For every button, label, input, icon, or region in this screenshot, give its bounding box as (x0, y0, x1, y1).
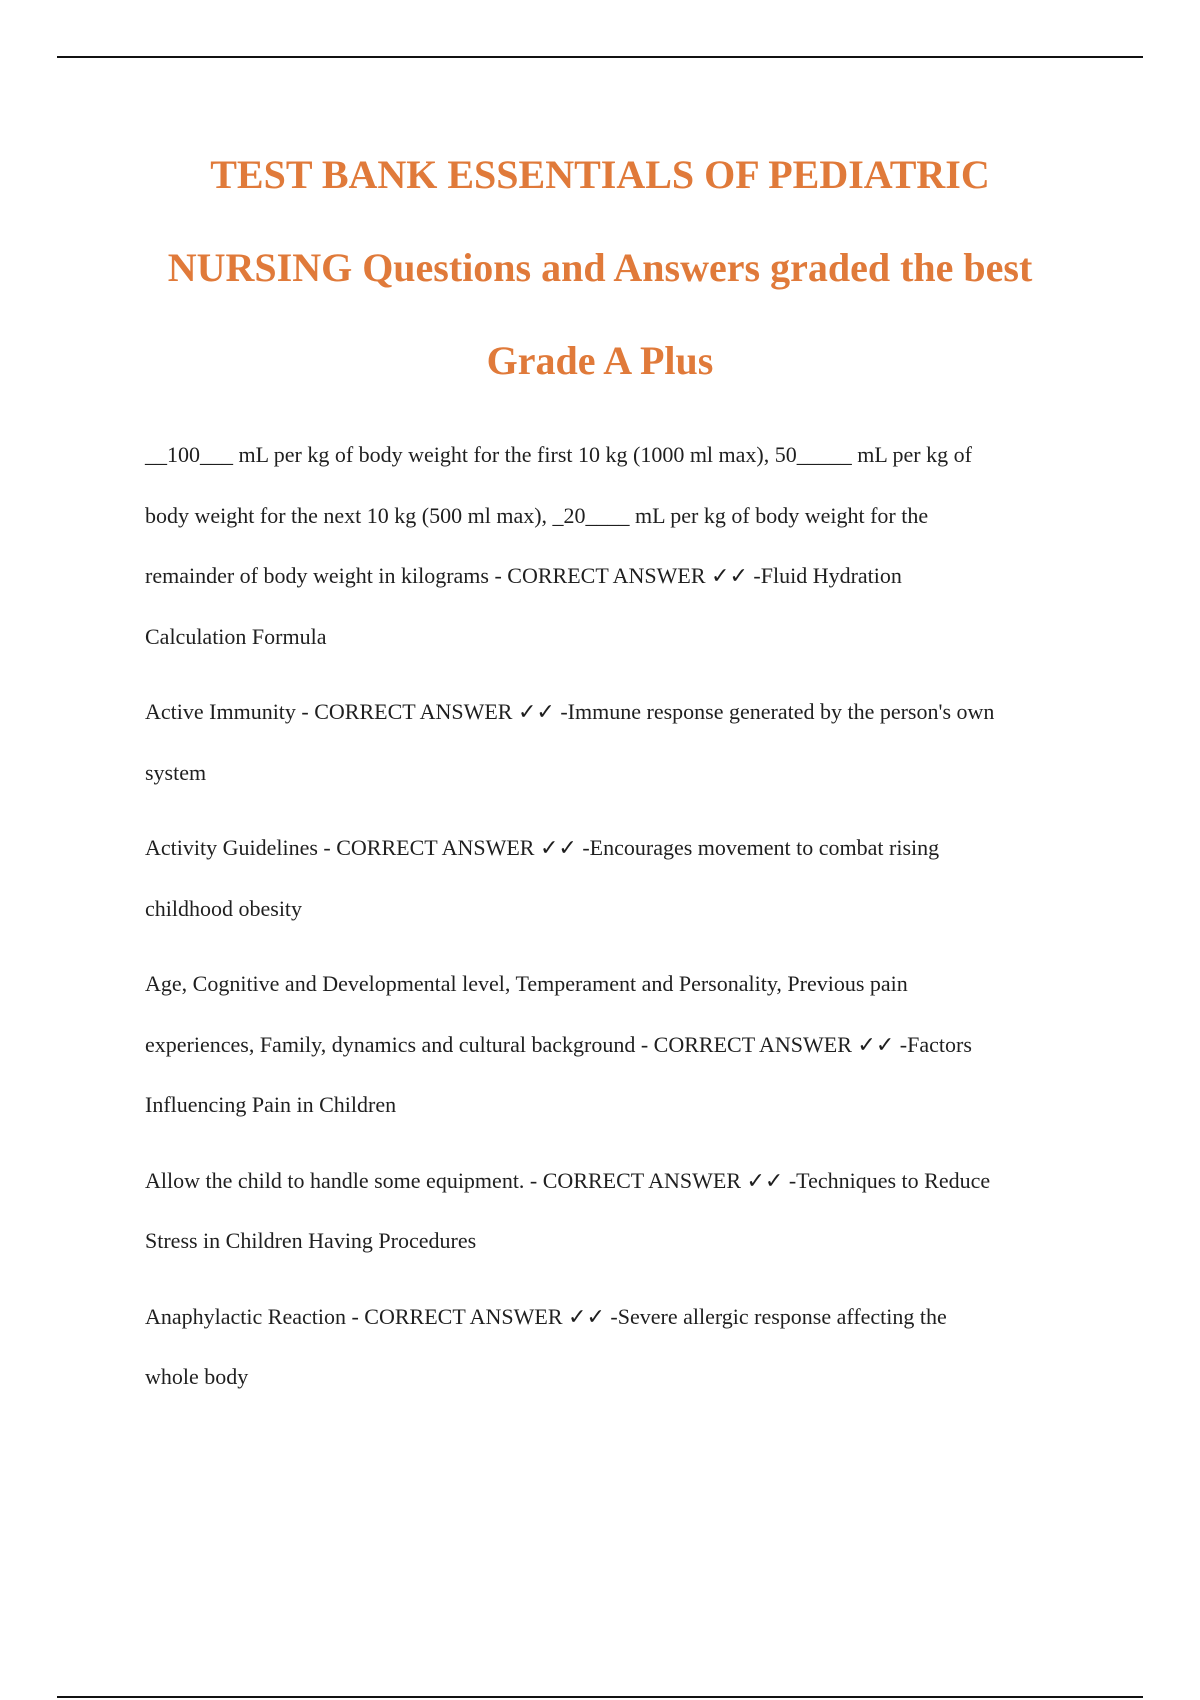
entry-line: Influencing Pain in Children (145, 1092, 397, 1117)
qa-entries (145, 425, 1085, 1423)
qa-entry-anaphylactic-reaction (145, 1287, 1085, 1408)
entry-line: experiences, Family, dynamics and cultural background - CORRECT ANSWER ✓✓ -Factors (145, 1031, 972, 1057)
entry-line: childhood obesity (145, 895, 303, 921)
qa-entry-activity-guidelines (145, 818, 1085, 939)
entry-line: Allow the child to handle some equipment. - CORRECT ANSWER ✓✓ -Techniques to Reduce (145, 1167, 991, 1193)
qa-entry-pain-factors (145, 954, 1085, 1136)
document-title (100, 128, 1100, 407)
entry-line: Anaphylactic Reaction - CORRECT ANSWER ✓✓ -Severe allergic response affecting the (145, 1303, 947, 1329)
title-line-3: Grade A Plus (486, 338, 714, 383)
entry-line: __100___ mL per kg of body weight for the first 10 kg (1000 ml max), 50_____ mL per kg of (145, 442, 972, 467)
entry-line: Age, Cognitive and Developmental level, Temperament and Personality, Previous pain (145, 971, 908, 996)
entry-line: body weight for the next 10 kg (500 ml max), _20____ mL per kg of body weight for the (145, 502, 929, 528)
title-line-1: TEST BANK ESSENTIALS OF PEDIATRIC (210, 152, 990, 197)
entry-line: whole body (145, 1364, 249, 1389)
qa-entry-reduce-stress (145, 1151, 1085, 1272)
entry-line: remainder of body weight in kilograms - CORRECT ANSWER ✓✓ -Fluid Hydration (145, 563, 902, 588)
qa-entry-fluid-hydration (145, 425, 1085, 667)
bottom-rule (57, 1696, 1143, 1698)
entry-line: Calculation Formula (145, 623, 327, 649)
entry-line: Stress in Children Having Procedures (145, 1228, 477, 1253)
entry-line: Active Immunity - CORRECT ANSWER ✓✓ -Immune response generated by the person's own (145, 699, 995, 724)
top-rule (57, 56, 1143, 58)
title-line-2: NURSING Questions and Answers graded the best (167, 245, 1033, 290)
entry-line: Activity Guidelines - CORRECT ANSWER ✓✓ -Encourages movement to combat rising (145, 835, 940, 860)
qa-entry-active-immunity (145, 682, 1085, 803)
entry-line: system (145, 759, 207, 785)
